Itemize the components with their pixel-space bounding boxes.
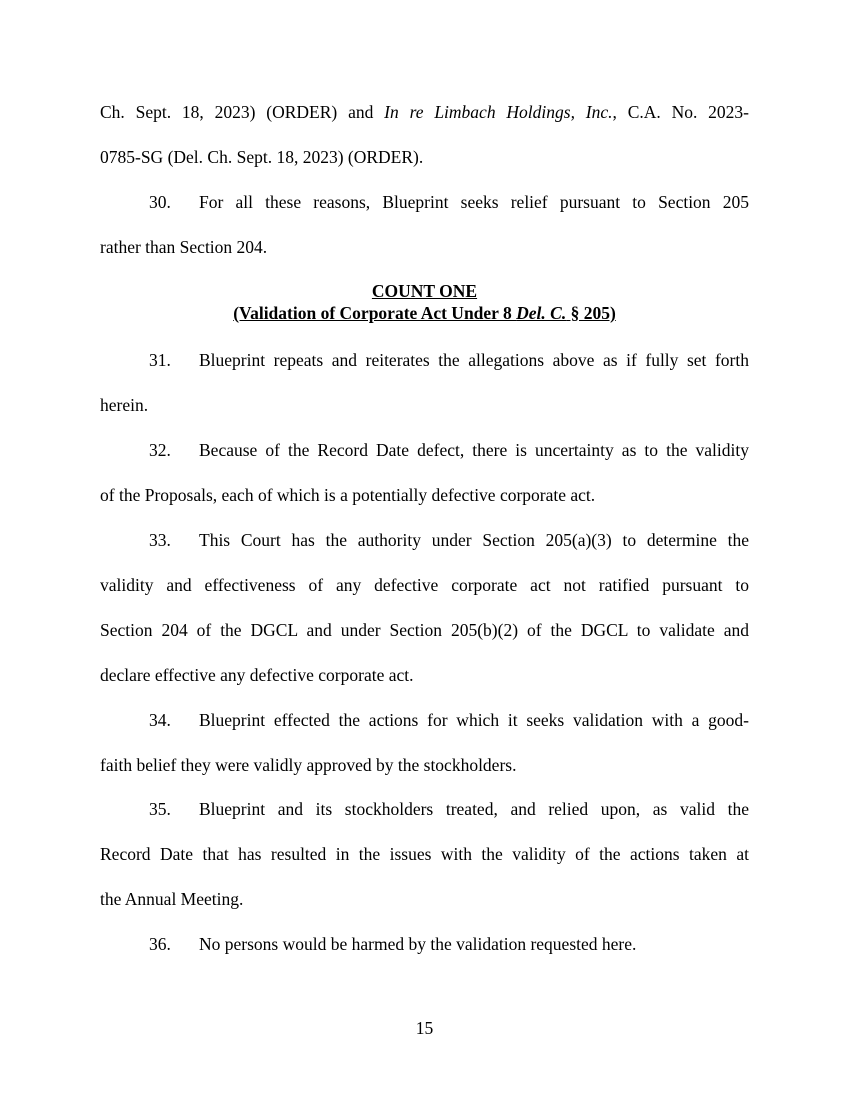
text-line: rather than Section 204. [100,237,268,257]
paragraph-36: 36. No persons would be harmed by the validation requested here. [149,934,637,954]
count-heading: COUNT ONE [371,281,478,301]
text-line: Section 204 of the DGCL and under Section 205(b)(2) of the DGCL to validate and [100,620,749,640]
paragraph-31: 31. Blueprint repeats and reiterates the allegations above as if fully set forth [149,350,749,370]
paragraph-33: 33. This Court has the authority under Section 205(a)(3) to determine the [149,530,749,550]
paragraph-34: 34. Blueprint effected the actions for which it seeks validation with a good- [149,710,749,730]
paragraph-number: 36. [149,934,171,954]
page-number: 15 [415,1018,434,1038]
text-line: 0785-SG (Del. Ch. Sept. 18, 2023) (ORDER). [100,147,424,167]
text-line: faith belief they were validly approved by the stockholders. [100,755,517,775]
paragraph-number: 32. [149,440,171,460]
paragraph-number: 35. [149,799,171,819]
paragraph-number: 34. [149,710,171,730]
text-line: declare effective any defective corporate act. [100,665,414,685]
text-line: Record Date that has resulted in the issues with the validity of the actions taken at [100,844,749,864]
text-line: the Annual Meeting. [100,889,244,909]
paragraph-number: 33. [149,530,171,550]
text-line: validity and effectiveness of any defective corporate act not ratified pursuant to [100,575,749,595]
text-line: herein. [100,395,149,415]
paragraph-number: 31. [149,350,171,370]
paragraph-number: 30. [149,192,171,212]
paragraph-32: 32. Because of the Record Date defect, there is uncertainty as to the validity [149,440,749,460]
paragraph-35: 35. Blueprint and its stockholders treated, and relied upon, as valid the [149,799,749,819]
text-line: Ch. Sept. 18, 2023) (ORDER) and In re Limbach Holdings, Inc., C.A. No. 2023- [100,102,749,122]
count-subheading: (Validation of Corporate Act Under 8 Del. C. § 205) [233,303,616,323]
text-line: of the Proposals, each of which is a potentially defective corporate act. [100,485,596,505]
paragraph-30: 30. For all these reasons, Blueprint seeks relief pursuant to Section 205 [149,192,749,212]
